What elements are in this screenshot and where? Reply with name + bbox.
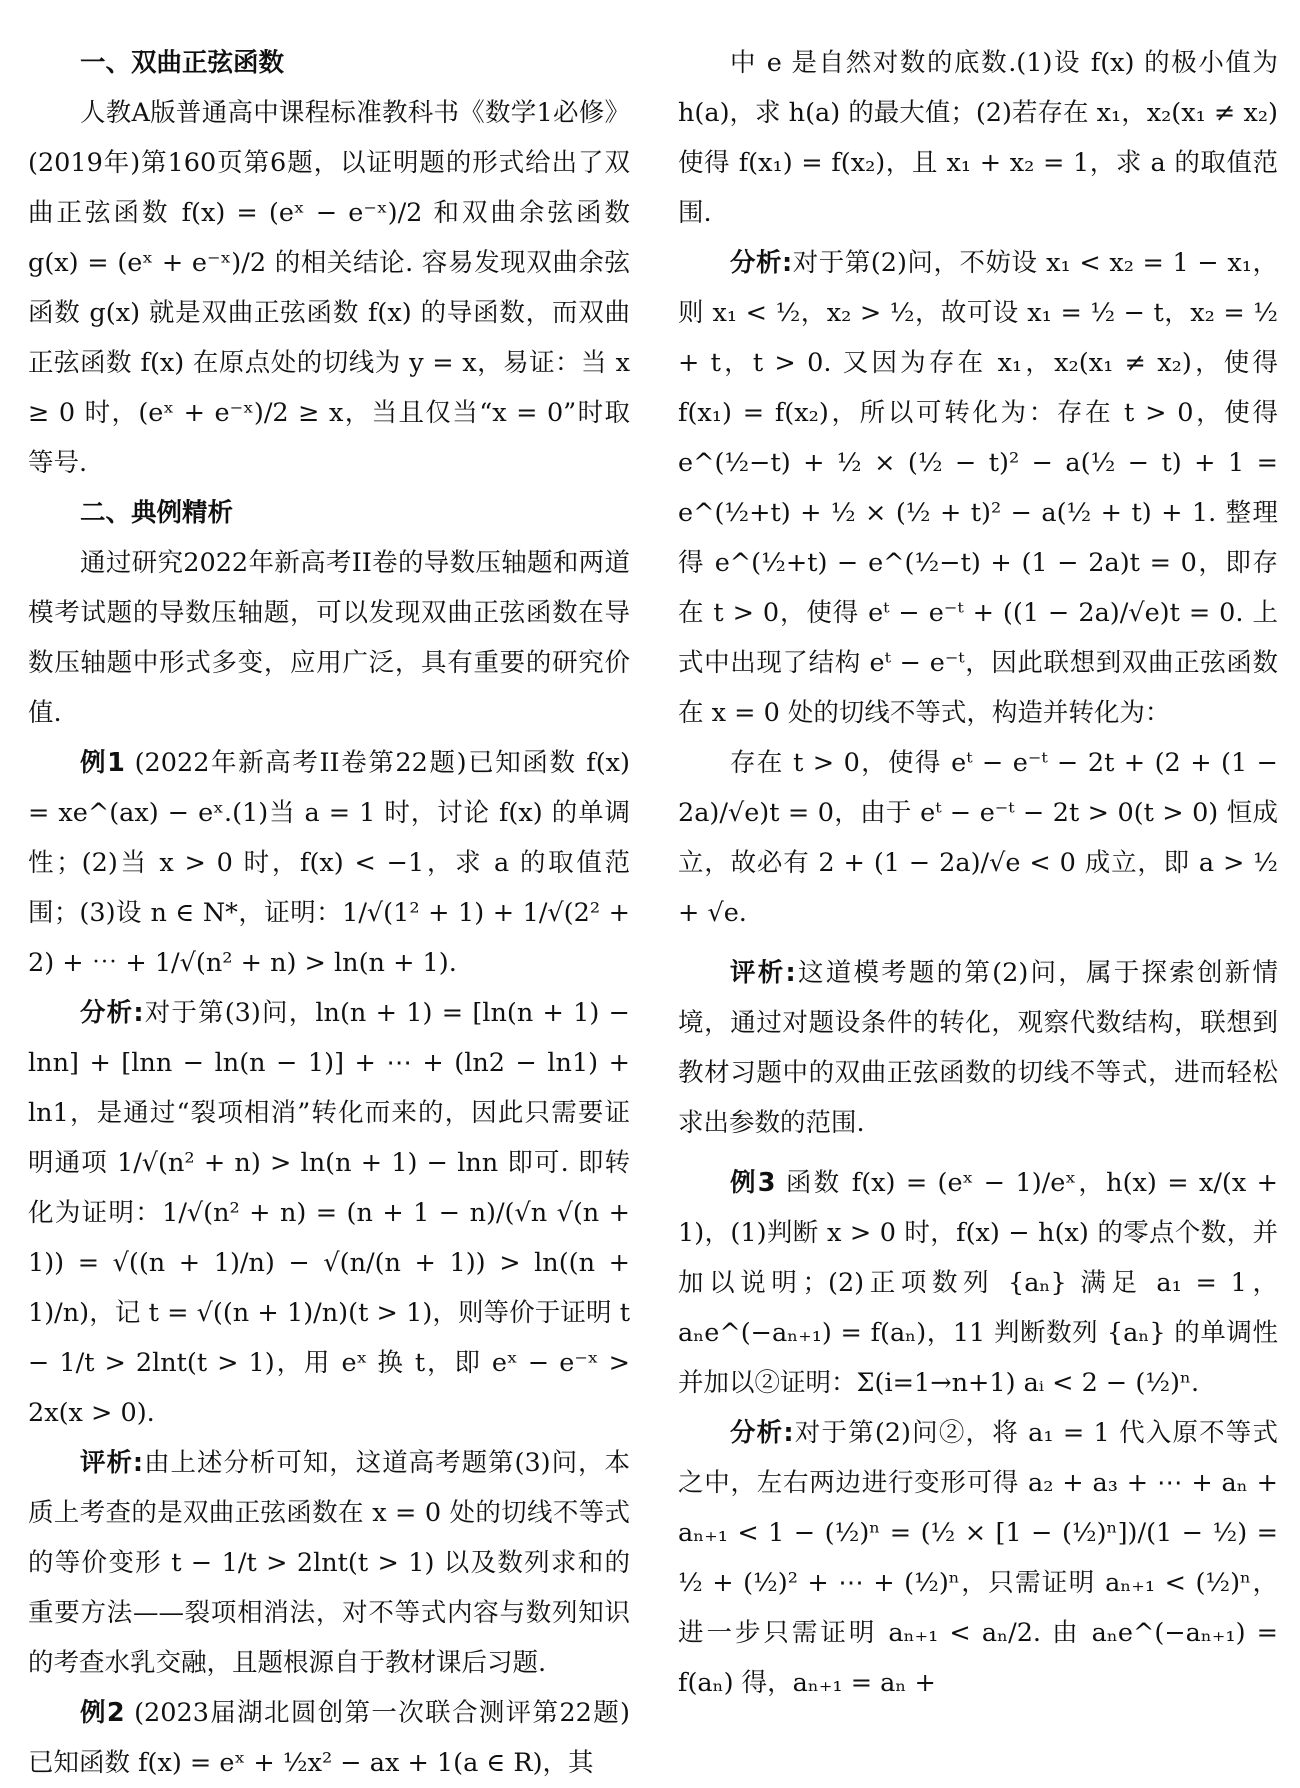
section-1-paragraph: 人教A版普通高中课程标准教科书《数学1必修》(2019年)第160页第6题，以证明题的形式给出了双曲正弦函数 f(x) = (eˣ − e⁻ˣ)/2 和双曲余弦函数 g(x) = (eˣ + e⁻ˣ)/2 的相关结论. 容易发现双曲余弦函数 g(x) 就是双曲正弦函数 f(x) 的导函数，而双曲正弦函数 f(x) 在原点处的切线为 y = x，易证：当 x ≥ 0 时，(eˣ + e⁻ˣ)/2 ≥ x，当且仅当“x = 0”时取等号. bbox=[28, 98, 630, 478]
section-heading-2: 二、典例精析 bbox=[80, 498, 234, 528]
comment-2-text: 这道模考题的第(2)问，属于探索创新情境，通过对题设条件的转化，观察代数结构，联想到教材习题中的双曲正弦函数的切线不等式，进而轻松求出参数的范围. bbox=[678, 958, 1279, 1138]
analysis-3-label: 分析: bbox=[730, 1418, 794, 1448]
analysis-1-text: 对于第(3)问，ln(n + 1) = [ln(n + 1) − lnn] + [lnn − ln(n − 1)] + ⋯ + (ln2 − ln1) + ln1，是通过“裂项相消”转化而来的，因此只需要证明通项 1/√(n² + n) > ln(n + 1) − lnn 即可. 即转化为证明：1/√(n² + n) = (n + 1 − n)/(√n √(n + 1)) = √((n + 1)/n) − √(n/(n + 1)) > ln((n + 1)/n)，记 t = √((n + 1)/n)(t > 1)，则等价于证明 t − 1/t > 2lnt(t > 1)，用 eˣ 换 t，即 eˣ − e⁻ˣ > 2x(x > 0). bbox=[28, 998, 630, 1428]
example-3-text: 函数 f(x) = (eˣ − 1)/eˣ，h(x) = x/(x + 1)，(1)判断 x > 0 时，f(x) − h(x) 的零点个数，并加以说明；(2)正项数列 {aₙ} 满足 a₁ = 1，aₙe^(−aₙ₊₁) = f(aₙ)，11 判断数列 {aₙ} 的单调性并加以②证明：Σ(i=1→n+1) aᵢ < 2 − (½)ⁿ. bbox=[678, 1168, 1278, 1398]
section-2-paragraph: 通过研究2022年新高考II卷的导数压轴题和两道模考试题的导数压轴题，可以发现双曲正弦函数在导数压轴题中形式多变，应用广泛，具有重要的研究价值. bbox=[28, 548, 630, 728]
analysis-2-text: 对于第(2)问，不妨设 x₁ < x₂ = 1 − x₁，则 x₁ < ½，x₂ > ½，故可设 x₁ = ½ − t，x₂ = ½ + t，t > 0. 又因为存在 x₁，x₂(x₁ ≠ x₂)，使得 f(x₁) = f(x₂)，所以可转化为：存在 t > 0，使得 e^(½−t) + ½ × (½ − t)² − a(½ − t) + 1 = e^(½+t) + ½ × (½ + t)² − a(½ + t) + 1. 整理得 e^(½+t) − e^(½−t) + (1 − 2a)t = 0，即存在 t > 0，使得 eᵗ − e⁻ᵗ + ((1 − 2a)/√e)t = 0. 上式中出现了结构 eᵗ − e⁻ᵗ，因此联想到双曲正弦函数在 x = 0 处的切线不等式，构造并转化为： bbox=[678, 248, 1278, 728]
example-1 bbox=[28, 738, 630, 988]
comment-2-label: 评析: bbox=[730, 958, 796, 988]
example-2-label: 例2 bbox=[80, 1698, 125, 1728]
comment-1-label: 评析: bbox=[80, 1448, 144, 1478]
analysis-3-text: 对于第(2)问②，将 a₁ = 1 代入原不等式之中，左右两边进行变形可得 a₂ + a₃ + ⋯ + aₙ + aₙ₊₁ < 1 − (½)ⁿ = (½ × [1 − (½)ⁿ])/(1 − ½) = ½ + (½)² + ⋯ + (½)ⁿ，只需证明 aₙ₊₁ < (½)ⁿ，进一步只需证明 aₙ₊₁ < aₙ/2. 由 aₙe^(−aₙ₊₁) = f(aₙ) 得，aₙ₊₁ = aₙ + bbox=[678, 1418, 1278, 1698]
example-3 bbox=[678, 1158, 1278, 1408]
comment-1-text: 由上述分析可知，这道高考题第(3)问，本质上考查的是双曲正弦函数在 x = 0 处的切线不等式的等价变形 t − 1/t > 2lnt(t > 1) 以及数列求和的重要方法——裂项相消法，对不等式内容与数列知识的考查水乳交融，且题根源自于教材课后习题. bbox=[28, 1448, 631, 1678]
left-column bbox=[28, 38, 630, 1788]
example-1-label: 例1 bbox=[80, 748, 125, 778]
example-2-text: (2023届湖北圆创第一次联合测评第22题)已知函数 f(x) = eˣ + ½x² − ax + 1(a ∈ R)，其 bbox=[28, 1698, 630, 1778]
analysis-2 bbox=[678, 238, 1278, 738]
example-2 bbox=[28, 1688, 630, 1788]
example-2-continued: 中 e 是自然对数的底数.(1)设 f(x) 的极小值为 h(a)，求 h(a) 的最大值；(2)若存在 x₁，x₂(x₁ ≠ x₂) 使得 f(x₁) = f(x₂)，且 x₁ + x₂ = 1，求 a 的取值范围. bbox=[678, 48, 1278, 228]
analysis-1-label: 分析: bbox=[80, 998, 144, 1028]
analysis-2-label: 分析: bbox=[730, 248, 793, 278]
right-column bbox=[678, 38, 1278, 1708]
analysis-3 bbox=[678, 1408, 1278, 1708]
comment-2 bbox=[678, 948, 1278, 1148]
analysis-2-continued: 存在 t > 0，使得 eᵗ − e⁻ᵗ − 2t + (2 + (1 − 2a)/√e)t = 0，由于 eᵗ − e⁻ᵗ − 2t > 0(t > 0) 恒成立，故必有 2 + (1 − 2a)/√e < 0 成立，即 a > ½ + √e. bbox=[678, 748, 1278, 928]
analysis-1 bbox=[28, 988, 630, 1438]
example-3-label: 例3 bbox=[730, 1168, 776, 1198]
example-1-text: (2022年新高考II卷第22题)已知函数 f(x) = xe^(ax) − eˣ.(1)当 a = 1 时，讨论 f(x) 的单调性；(2)当 x > 0 时，f(x) < −1，求 a 的取值范围；(3)设 n ∈ N*，证明：1/√(1² + 1) + 1/√(2² + 2) + ⋯ + 1/√(n² + n) > ln(n + 1). bbox=[28, 748, 630, 978]
section-heading-1: 一、双曲正弦函数 bbox=[80, 48, 285, 78]
comment-1 bbox=[28, 1438, 630, 1688]
